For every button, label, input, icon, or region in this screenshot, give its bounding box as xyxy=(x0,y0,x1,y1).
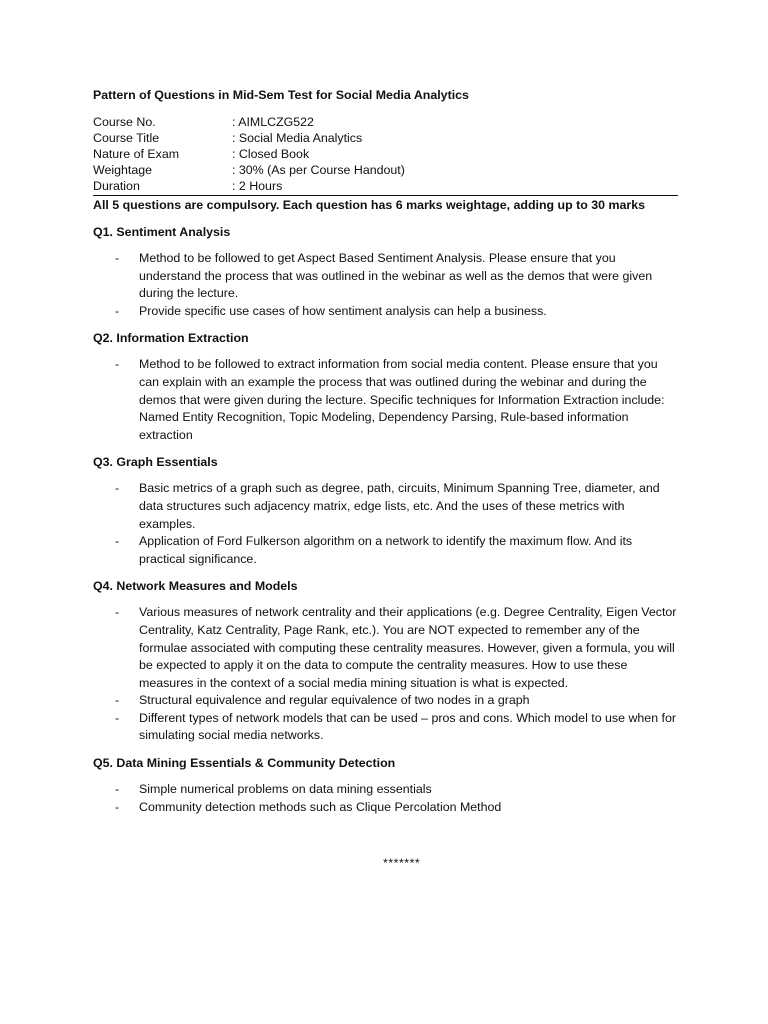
list-item xyxy=(93,533,678,568)
question-section-q3 xyxy=(93,454,678,568)
bullet-dash: - xyxy=(115,357,120,372)
course-info-label: Weightage xyxy=(93,163,153,177)
document-title: Pattern of Questions in Mid-Sem Test for Social Media Analytics xyxy=(93,88,469,102)
course-info-row xyxy=(93,114,678,130)
list-item-text: Structural equivalence and regular equivalence of two nodes in a graph xyxy=(139,693,530,708)
list-item-text: Application of Ford Fulkerson algorithm on a network to identify the maximum flow. And its practical significance. xyxy=(139,534,633,566)
question-heading: Q3. Graph Essentials xyxy=(93,455,218,470)
list-item xyxy=(93,356,678,444)
list-item xyxy=(93,250,678,303)
list-item-text: Various measures of network centrality and their applications (e.g. Degree Centrality, Eigen Vector Centrality, Katz Centrality, Page Rank, etc.). You are NOT expected to remember any of the formulae associated with computing these centrality measures. However, given a formula, you will be expected to apply it on the data to compute the centrality measures. How to use these measures in the context of a social media mining situation is what is expected. xyxy=(139,605,677,690)
list-item-text: Simple numerical problems on data mining essentials xyxy=(139,782,432,797)
course-info-table xyxy=(93,114,678,196)
course-info-value: : 30% (As per Course Handout) xyxy=(232,163,405,177)
course-info-label: Nature of Exam xyxy=(93,147,180,161)
bullet-dash: - xyxy=(115,481,120,496)
course-info-row xyxy=(93,146,678,162)
course-info-row xyxy=(93,178,678,194)
question-topic-list xyxy=(93,356,678,444)
question-heading: Q2. Information Extraction xyxy=(93,331,249,346)
bullet-dash: - xyxy=(115,799,120,814)
question-section-q5 xyxy=(93,755,678,816)
bullet-dash: - xyxy=(115,782,120,797)
bullet-dash: - xyxy=(115,303,120,318)
question-topic-list xyxy=(93,480,678,568)
bullet-dash: - xyxy=(115,710,120,725)
course-info-value: : 2 Hours xyxy=(232,179,283,193)
course-info-value: : Closed Book xyxy=(232,147,310,161)
question-section-q4 xyxy=(93,578,678,745)
question-heading: Q1. Sentiment Analysis xyxy=(93,225,231,239)
list-item-text: Provide specific use cases of how sentiment analysis can help a business. xyxy=(139,303,547,318)
bullet-dash: - xyxy=(115,605,120,620)
list-item xyxy=(93,710,678,745)
list-item xyxy=(93,480,678,533)
list-item-text: Community detection methods such as Clique Percolation Method xyxy=(139,799,502,814)
list-item-text: Method to be followed to extract information from social media content. Please ensure that you can explain with an example the process that was outlined during the webinar and during the demos that were given during the lecture. Specific techniques for Information Extraction include: Named Entity Recognition, Topic Modeling, Dependency Parsing, Rule-based information extraction xyxy=(139,357,665,442)
list-item xyxy=(93,799,678,817)
list-item-text: Method to be followed to get Aspect Based Sentiment Analysis. Please ensure that you understand the process that was outlined in the webinar as well as the demos that were given during the lecture. xyxy=(139,251,653,301)
bullet-dash: - xyxy=(115,693,120,708)
end-of-document-mark: ******* xyxy=(383,856,421,870)
question-section-q2 xyxy=(93,330,678,444)
question-heading: Q4. Network Measures and Models xyxy=(93,579,298,594)
course-info-row xyxy=(93,130,678,146)
bullet-dash: - xyxy=(115,534,120,549)
course-info-value: : AIMLCZG522 xyxy=(232,115,314,129)
question-topic-list xyxy=(93,250,678,320)
question-topic-list xyxy=(93,781,678,816)
course-info-row xyxy=(93,162,678,178)
list-item xyxy=(93,692,678,710)
course-info-value: : Social Media Analytics xyxy=(232,131,363,145)
list-item-text: Different types of network models that can be used – pros and cons. Which model to use when for simulating social media networks. xyxy=(139,710,676,743)
list-item xyxy=(93,303,678,321)
course-info-label: Course No. xyxy=(93,115,156,129)
list-item xyxy=(93,781,678,799)
question-topic-list xyxy=(93,604,678,745)
course-info-label: Course Title xyxy=(93,131,160,145)
course-info-label: Duration xyxy=(93,179,140,193)
list-item-text: Basic metrics of a graph such as degree, path, circuits, Minimum Spanning Tree, diameter, and data structures such adjacency matrix, edge lists, etc. And the uses of these metrics with examples. xyxy=(139,481,660,531)
document-page xyxy=(93,87,678,816)
question-heading: Q5. Data Mining Essentials & Community Detection xyxy=(93,756,396,771)
exam-instructions: All 5 questions are compulsory. Each question has 6 marks weightage, adding up to 30 marks xyxy=(93,198,645,212)
question-section-q1 xyxy=(93,224,678,320)
bullet-dash: - xyxy=(115,251,120,265)
list-item xyxy=(93,604,678,692)
